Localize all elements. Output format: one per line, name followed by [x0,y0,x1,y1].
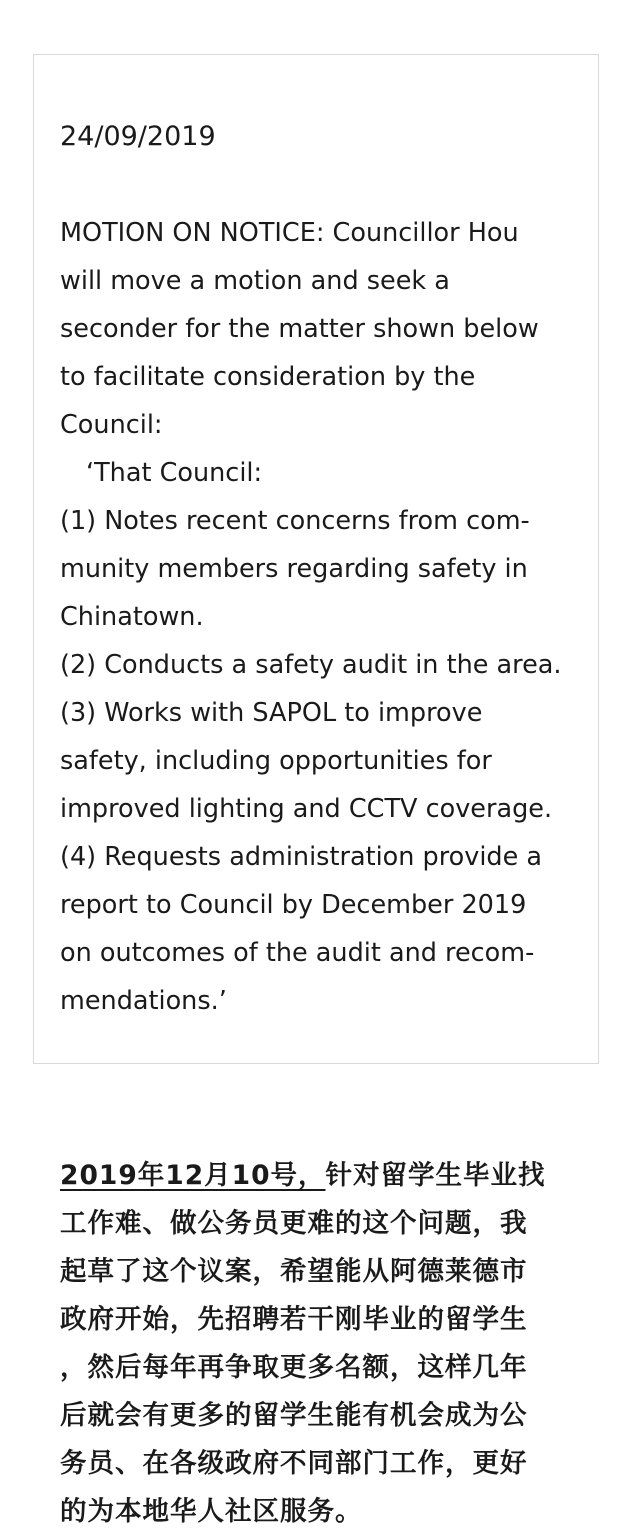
chinese-paragraph [60,1152,620,1536]
motion-line: (1) Notes recent concerns from com- [60,506,530,536]
motion-date: 24/09/2019 [60,121,216,152]
chinese-first-line-rest: 针对留学生毕业找 [325,1160,546,1191]
motion-line: (2) Conducts a safety audit in the area. [60,650,562,680]
chinese-line: 工作难、做公务员更难的这个问题，我 [60,1208,528,1239]
chinese-line: 的为本地华人社区服务。 [60,1496,363,1527]
motion-line: (4) Requests administration provide a [60,842,543,872]
chinese-line: ，然后每年再争取更多名额，这样几年 [60,1352,528,1383]
motion-line: to facilitate consideration by the [60,362,476,392]
motion-line: will move a motion and seek a [60,266,450,296]
motion-line: improved lighting and CCTV coverage. [60,794,553,824]
motion-line: munity members regarding safety in [60,554,528,584]
motion-line: on outcomes of the audit and recom- [60,938,535,968]
chinese-line: 起草了这个议案，希望能从阿德莱德市 [60,1256,528,1287]
motion-line: safety, including opportunities for [60,746,492,776]
motion-notice-box [33,54,599,1064]
motion-line: mendations.’ [60,986,227,1016]
motion-line: seconder for the matter shown below [60,314,539,344]
chinese-line: 后就会有更多的留学生能有机会成为公 [60,1400,528,1431]
chinese-date: 2019年12月10号， [60,1160,326,1191]
chinese-line: 务员、在各级政府不同部门工作，更好 [60,1448,528,1479]
motion-line: Council: [60,410,163,440]
chinese-line: 政府开始，先招聘若干刚毕业的留学生 [60,1304,528,1335]
motion-line: MOTION ON NOTICE: Councillor Hou [60,218,519,248]
motion-line: report to Council by December 2019 [60,890,527,920]
motion-line: ‘That Council: [86,458,263,488]
motion-line: (3) Works with SAPOL to improve [60,698,483,728]
chinese-first-line [60,1152,620,1200]
motion-line: Chinatown. [60,602,204,632]
